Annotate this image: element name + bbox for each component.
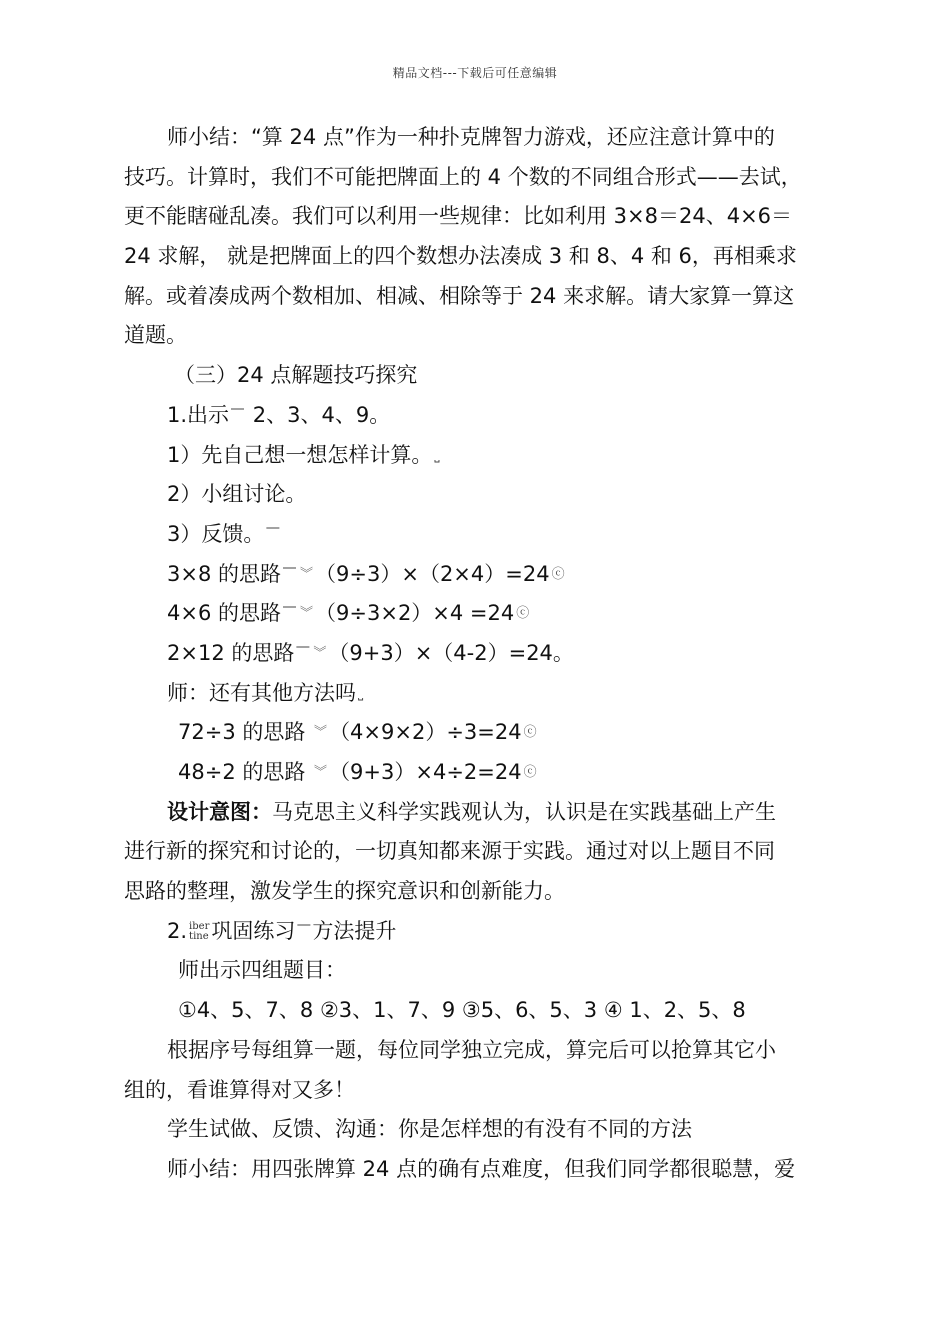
design-intent-label: 设计意图： [167,799,272,824]
item-numbers: 2、3、4、9。 [252,402,391,427]
dash-mark-icon: ⎺ [283,606,297,622]
idea-expression: （9+3）×（4-2）=24。 [328,640,574,665]
idea-label: 72÷3 的思路 [178,720,306,745]
paragraph-line: 师小结：用四张牌算 24 点的确有点难度，但我们同学都很聪慧，爱 [167,1156,796,1181]
step-text: 3）反馈。 [167,521,265,546]
item-label: 1.出示 [167,402,230,427]
paragraph-line: 解。或着凑成两个数相加、相减、相除等于 24 来求解。请大家算一算这 [124,283,795,308]
circle-mark-icon: ⓒ [551,566,565,582]
section-heading: （三）24 点解题技巧探究 [174,363,418,388]
idea-label: 2×12 的思路 [167,640,295,665]
paragraph-line [124,793,840,833]
step-text: 1）先自己想一想怎样计算。 [167,442,433,467]
list-item [124,436,840,476]
idea-label: 48÷2 的思路 [178,760,306,784]
overprint-top: iber [189,920,210,932]
overprint-mark [189,922,209,942]
problem-groups: ①4、5、7、8 ②3、1、7、9 ③5、6、5、3 ④ 1、2、5、8 [178,998,746,1023]
overprint-bottom: tine [189,930,209,942]
item-label: 2. [167,918,188,943]
idea-line [124,713,840,753]
circle-mark-icon: ⓒ [523,725,537,741]
list-item [124,912,840,952]
arrow-mark-icon: ︾ [300,566,314,582]
paragraph-line: 师小结：“算 24 点”作为一种扑克牌智力游戏，还应注意计算中的 [167,125,775,149]
idea-expression: （4×9×2）÷3=24 [329,720,522,745]
paragraph-line: 根据序号每组算一题，每位同学独立完成，算完后可以抢算其它小 [167,1037,776,1062]
paragraph-line: 师出示四组题目： [178,958,346,983]
idea-line [124,753,840,793]
paragraph-line [124,674,840,714]
design-intent-text: 马克思主义科学实践观认为，认识是在实践基础上产生 [272,799,776,824]
list-item [124,515,840,555]
list-item: 2）小组讨论。 [167,482,307,507]
idea-line [124,594,840,634]
dash-mark-icon: ⎺ [266,527,280,543]
paragraph-line: 进行新的探究和讨论的，一切真知都来源于实践。通过对以上题目不同 [124,839,775,864]
paragraph-line: 思路的整理，激发学生的探究意识和创新能力。 [124,879,565,904]
list-item [124,396,840,436]
idea-label: 3×8 的思路 [167,561,281,586]
item-text-2: 方法提升 [312,918,397,943]
circle-mark-icon: ⓒ [523,765,537,781]
teacher-question: 师：还有其他方法吗 [167,680,356,705]
bracket-mark-icon: ⎵ [358,685,364,701]
idea-expression: （9÷3）×（2×4）=24 [315,561,550,586]
paragraph-line: 学生试做、反馈、沟通：你是怎样想的有没有不同的方法 [167,1117,692,1142]
paragraph-line: 道题。 [124,323,187,348]
bracket-mark-icon: ⎵ [434,447,440,463]
idea-expression: （9+3）×4÷2=24 [329,760,522,784]
idea-line [124,555,840,595]
idea-expression: （9÷3×2）×4 =24 [315,601,515,626]
arrow-mark-icon: ︾ [300,606,314,622]
document-body [124,118,840,1190]
dash-mark-icon: ⎺ [231,407,245,423]
item-text: 巩固练习 [211,918,296,943]
arrow-mark-icon: ︾ [314,725,328,741]
dash-mark-icon: ⎺ [296,646,310,662]
paragraph-line: 24 求解， 就是把牌面上的四个数想办法凑成 3 和 8、4 和 6，再相乘求 [124,244,797,269]
idea-line [124,634,840,674]
paragraph-line: 组的，看谁算得对又多！ [124,1077,355,1102]
page-header: 精品文档---下载后可任意编辑 [392,66,558,80]
arrow-mark-icon: ︾ [313,646,327,662]
paragraph-line: 技巧。计算时，我们不可能把牌面上的 4 个数的不同组合形式——去试， [124,164,802,189]
dash-mark-icon: ⎺ [283,566,297,582]
circle-mark-icon: ⓒ [516,606,530,622]
idea-label: 4×6 的思路 [167,601,281,626]
arrow-mark-icon: ︾ [314,765,328,781]
dash-mark-icon: ⎺ [297,923,311,939]
paragraph-line: 更不能瞎碰乱凑。我们可以利用一些规律：比如利用 3×8＝24、4×6＝ [124,204,793,229]
